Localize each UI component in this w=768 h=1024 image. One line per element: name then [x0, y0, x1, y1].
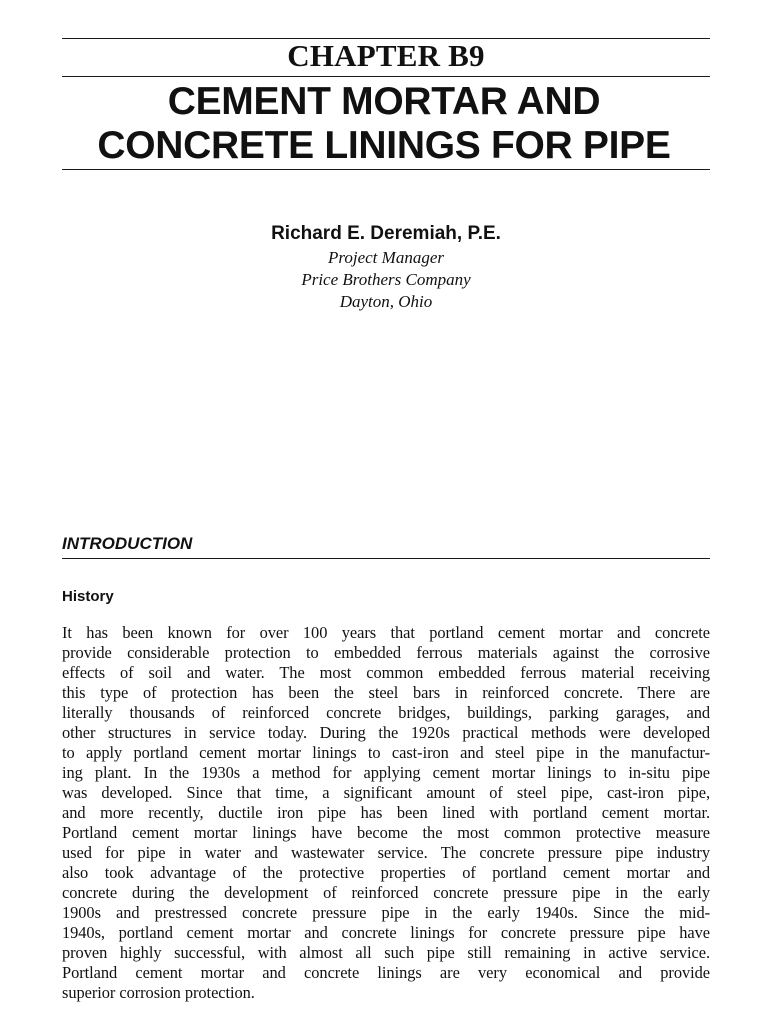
body-line: effects of soil and water. The most common embedded ferrous material receiving [62, 663, 710, 682]
title-bottom-rule [62, 169, 710, 170]
author-company: Price Brothers Company [301, 270, 471, 289]
body-line: this type of protection has been the steel bars in reinforced concrete. There are [62, 683, 710, 702]
author-name: Richard E. Deremiah, P.E. [271, 223, 501, 244]
body-line: Portland cement mortar linings have become the most common protective measure [62, 823, 710, 842]
subsection-heading: History [62, 588, 114, 605]
body-line: It has been known for over 100 years that portland cement mortar and concrete [62, 623, 710, 642]
chapter-divider-rule [62, 76, 710, 77]
body-line: other structures in service today. During the 1920s practical methods were developed [62, 723, 710, 742]
body-line: 1900s and prestressed concrete pressure pipe in the early 1940s. Since the mid- [62, 903, 710, 922]
body-line: concrete during the development of reinforced concrete pressure pipe in the early [62, 883, 710, 902]
chapter-title [40, 80, 728, 168]
body-line: provide considerable protection to embedded ferrous materials against the corrosive [62, 643, 710, 662]
chapter-title-line-1: CEMENT MORTAR AND [167, 80, 601, 123]
chapter-label: CHAPTER B9 [287, 38, 485, 73]
body-line: used for pipe in water and wastewater service. The concrete pressure pipe industry [62, 843, 710, 862]
body-line: ing plant. In the 1930s a method for applying cement mortar linings to in-situ pipe [62, 763, 710, 782]
body-line: proven highly successful, with almost all such pipe still remaining in active service. [62, 943, 710, 962]
body-line: literally thousands of reinforced concrete bridges, buildings, parking garages, and [62, 703, 710, 722]
body-line: was developed. Since that time, a significant amount of steel pipe, cast-iron pipe, [62, 783, 710, 802]
author-location: Dayton, Ohio [339, 292, 433, 311]
body-line: also took advantage of the protective properties of portland cement mortar and [62, 863, 710, 882]
section-rule [62, 558, 710, 559]
body-line: to apply portland cement mortar linings to cast-iron and steel pipe in the manufactur- [62, 743, 710, 762]
body-line: 1940s, portland cement mortar and concrete linings for concrete pressure pipe have [62, 923, 710, 942]
chapter-title-line-2: CONCRETE LININGS FOR PIPE [97, 124, 671, 167]
section-heading: INTRODUCTION [62, 534, 193, 553]
body-paragraph [62, 623, 710, 1003]
author-affiliation [62, 247, 710, 313]
body-line: and more recently, ductile iron pipe has been lined with portland cement mortar. [62, 803, 710, 822]
body-line-last: superior corrosion protection. [62, 983, 255, 1002]
author-role: Project Manager [328, 248, 444, 267]
body-line: Portland cement mortar and concrete linings are very economical and provide [62, 963, 710, 982]
